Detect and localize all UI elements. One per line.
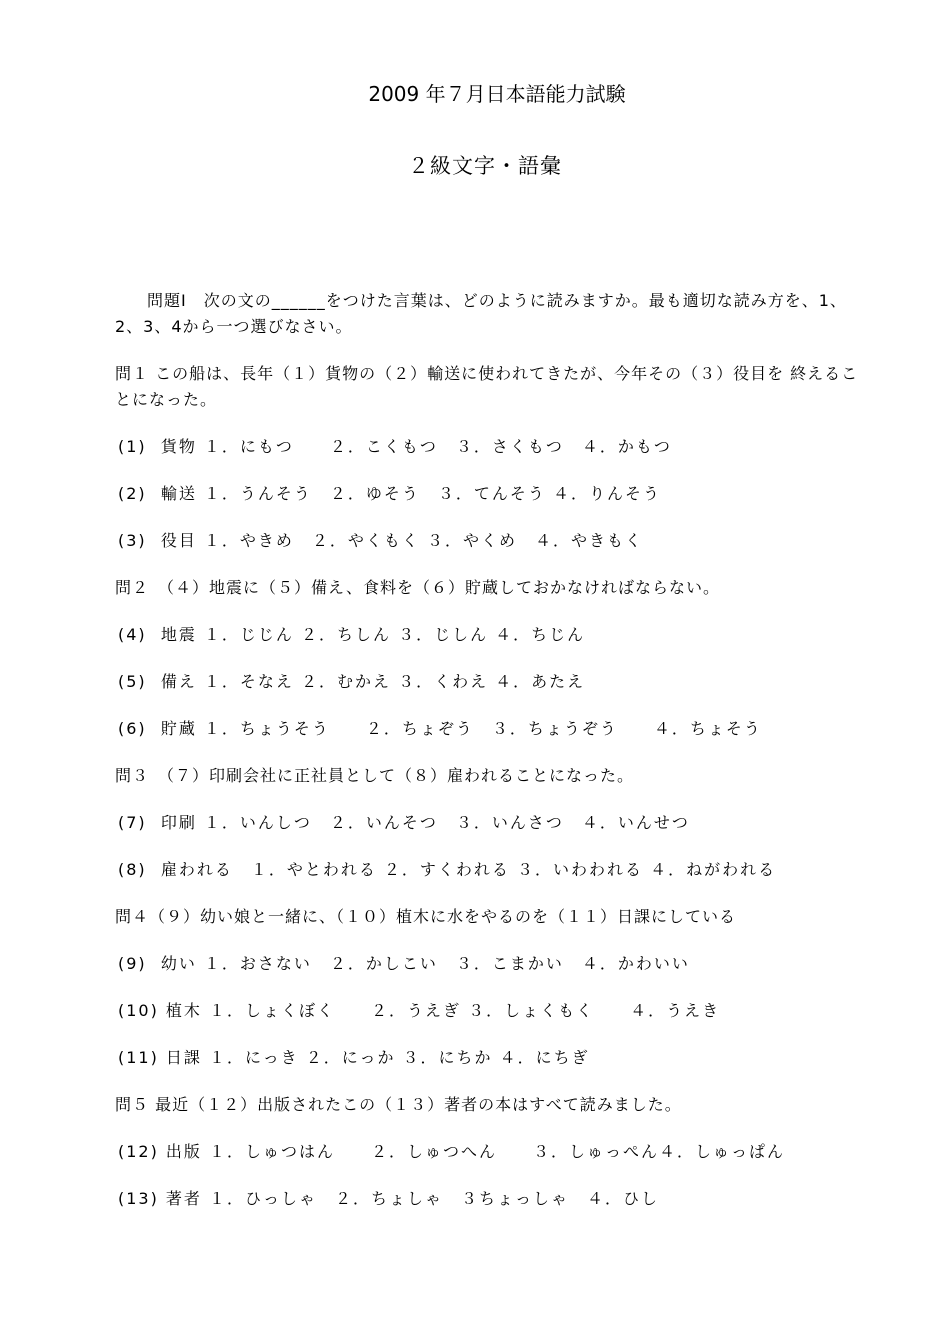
question-5-text: 問５ 最近（１２）出版されたこの（１３）著者の本はすべて読みました。	[115, 1095, 682, 1114]
document-body	[115, 288, 870, 1212]
question-item-5: (5) 備え １．そなえ ２．むかえ ３．くわえ ４．あたえ	[118, 672, 586, 691]
question-3-text: 問３ （７）印刷会社に正社員として（８）雇われることになった。	[115, 766, 635, 785]
question-item-13: (13) 著者 １．ひっしゃ ２．ちょしゃ ３ちょっしゃ ４．ひし	[118, 1189, 660, 1208]
question-item-1: (1) 貨物 １．にもつ ２．こくもつ ３．さくもつ ４．かもつ	[118, 437, 672, 456]
question-item-12: (12) 出版 １．しゅつはん ２．しゅつへん ３．しゅっぺん４．しゅっぱん	[118, 1142, 786, 1161]
question-item-2: (2) 輸送 １．うんそう ２．ゆそう ３．てんそう ４．りんそう	[118, 484, 662, 503]
page-title: 2009 年７月日本語能力試験	[368, 82, 626, 106]
question-1-text: 問１ この船は、長年（１）貨物の（２）輸送に使われてきたが、今年その（３）役目を 終えることになった。	[115, 364, 859, 409]
page-subtitle: ２級文字・語彙	[408, 154, 562, 178]
question-item-3: (3) 役目 １．やきめ ２．やくもく ３．やくめ ４．やきもく	[118, 531, 644, 550]
question-2-text: 問２ （４）地震に（５）備え、食料を（６）貯蔵しておかなければならない。	[115, 578, 720, 597]
question-item-9: (9) 幼い １．おさない ２．かしこい ３．こまかい ４．かわいい	[118, 954, 690, 973]
question-4-text: 問４（９）幼い娘と一緒に、（１０）植木に水をやるのを（１１）日課にしている	[115, 907, 737, 926]
question-item-11: (11) 日課 １．にっき ２．にっか ３．にちか ４．にちぎ	[118, 1048, 590, 1067]
question-item-7: (7) 印刷 １．いんしつ ２．いんそつ ３．いんさつ ４．いんせつ	[118, 813, 690, 832]
question-item-8: (8) 雇われる １．やとわれる ２．すくわれる ３．いわわれる ４．ねがわれる	[118, 860, 777, 879]
instructions-text: 問題Ⅰ 次の文の______をつけた言葉は、どのように読みますか。最も適切な読み方を、1、2、3、4から一つ選びなさい。	[115, 291, 847, 336]
question-item-4: (4) 地震 １．じじん ２．ちしん ３．じしん ４．ちじん	[118, 625, 586, 644]
question-item-10: (10) 植木 １．しょくぼく ２．うえぎ ３．しょくもく ４．うえき	[118, 1001, 721, 1020]
question-item-6: (6) 貯蔵 １．ちょうそう ２．ちょぞう ３．ちょうぞう ４．ちょそう	[118, 719, 762, 738]
